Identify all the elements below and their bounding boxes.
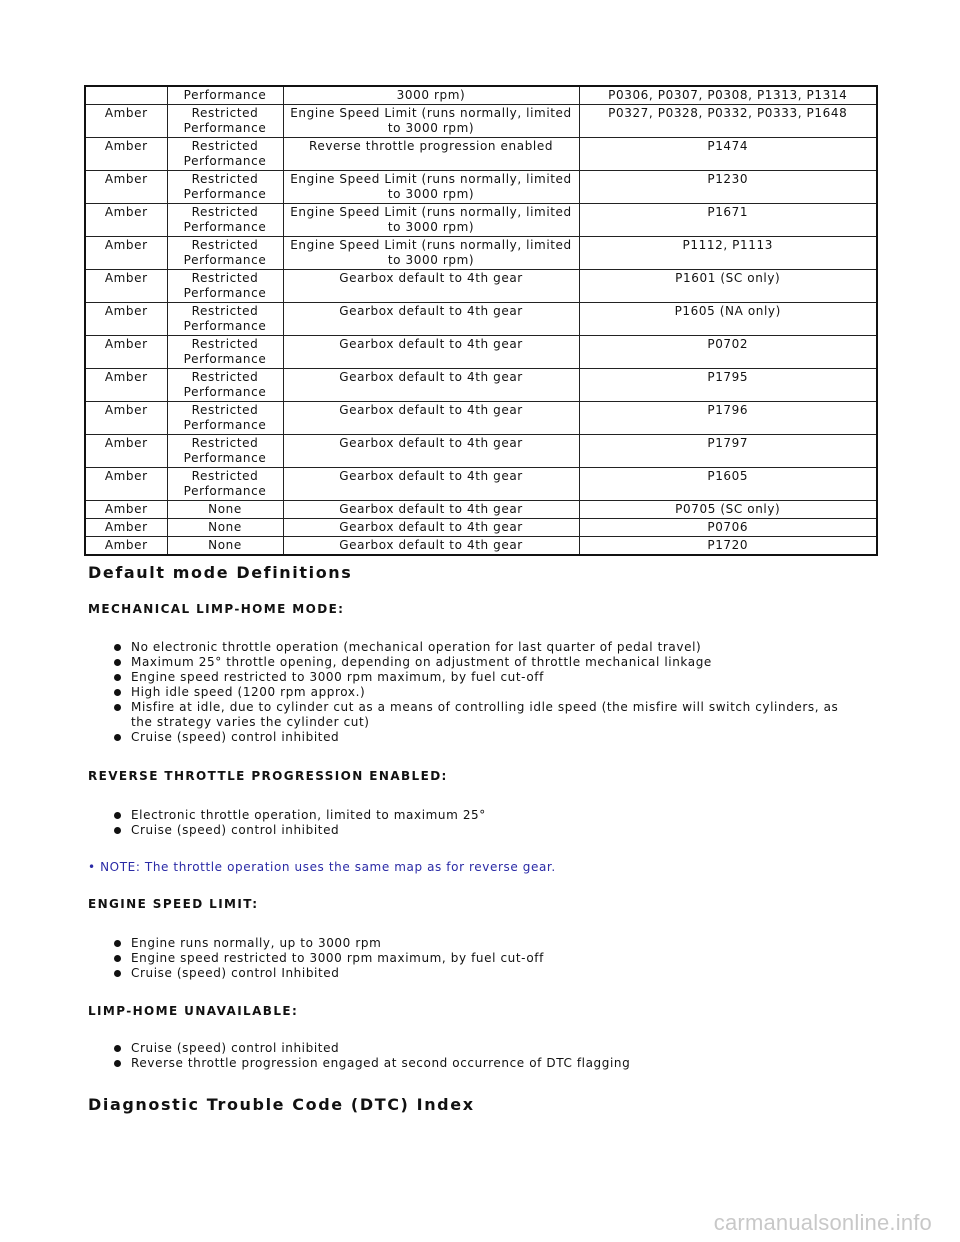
list-item xyxy=(104,670,844,685)
cell-action: Engine Speed Limit (runs normally, limited to 3000 rpm) xyxy=(283,204,579,237)
cell-action: Gearbox default to 4th gear xyxy=(283,336,579,369)
cell-mil: Amber xyxy=(85,537,167,556)
cell-mil: Amber xyxy=(85,468,167,501)
dtc-index-heading: Diagnostic Trouble Code (DTC) Index xyxy=(88,1095,475,1114)
cell-dtc: P1601 (SC only) xyxy=(579,270,877,303)
cell-action: 3000 rpm) xyxy=(283,86,579,105)
list-item xyxy=(104,1041,844,1056)
cell-action: Gearbox default to 4th gear xyxy=(283,519,579,537)
table-row xyxy=(85,402,877,435)
cell-mode: Restricted Performance xyxy=(167,204,283,237)
reverse-throttle-list xyxy=(104,808,844,838)
bullet-icon xyxy=(114,1060,121,1067)
bullet-icon xyxy=(114,734,121,741)
cell-dtc: P1605 (NA only) xyxy=(579,303,877,336)
cell-mode: Performance xyxy=(167,86,283,105)
list-item-text: Maximum 25° throttle opening, depending on adjustment of throttle mechanical linkage xyxy=(131,655,712,669)
bullet-icon xyxy=(114,827,121,834)
default-mode-heading: Default mode Definitions xyxy=(88,563,353,582)
bullet-icon xyxy=(114,644,121,651)
table-row xyxy=(85,537,877,556)
cell-mil: Amber xyxy=(85,303,167,336)
cell-mode: Restricted Performance xyxy=(167,336,283,369)
list-item-text: Engine speed restricted to 3000 rpm maximum, by fuel cut-off xyxy=(131,670,544,684)
dtc-table-body xyxy=(85,86,877,555)
cell-mil: Amber xyxy=(85,402,167,435)
cell-dtc: P1797 xyxy=(579,435,877,468)
watermark: carmanualsonline.info xyxy=(713,1210,932,1235)
dtc-table xyxy=(84,85,878,556)
cell-mode: None xyxy=(167,501,283,519)
list-item-text: Cruise (speed) control Inhibited xyxy=(131,966,340,980)
cell-action: Gearbox default to 4th gear xyxy=(283,303,579,336)
table-row xyxy=(85,270,877,303)
table-row xyxy=(85,105,877,138)
list-item-text: No electronic throttle operation (mechanical operation for last quarter of pedal travel) xyxy=(131,640,702,654)
list-item-text: High idle speed (1200 rpm approx.) xyxy=(131,685,366,699)
list-item-text: Engine runs normally, up to 3000 rpm xyxy=(131,936,382,950)
list-item xyxy=(104,966,844,981)
reverse-throttle-heading: REVERSE THROTTLE PROGRESSION ENABLED: xyxy=(88,769,448,783)
cell-mode: Restricted Performance xyxy=(167,171,283,204)
cell-mode: None xyxy=(167,519,283,537)
cell-mode: Restricted Performance xyxy=(167,303,283,336)
list-item xyxy=(104,1056,844,1071)
cell-mil: Amber xyxy=(85,501,167,519)
table-row xyxy=(85,468,877,501)
cell-dtc: P1671 xyxy=(579,204,877,237)
list-item-text: Engine speed restricted to 3000 rpm maximum, by fuel cut-off xyxy=(131,951,544,965)
bullet-icon xyxy=(114,659,121,666)
cell-dtc: P0327, P0328, P0332, P0333, P1648 xyxy=(579,105,877,138)
cell-dtc: P1474 xyxy=(579,138,877,171)
list-item-text: Cruise (speed) control inhibited xyxy=(131,1041,340,1055)
table-row xyxy=(85,237,877,270)
cell-dtc: P1605 xyxy=(579,468,877,501)
list-item-text: Cruise (speed) control inhibited xyxy=(131,730,340,744)
cell-mil: Amber xyxy=(85,237,167,270)
engine-speed-limit-list xyxy=(104,936,844,981)
cell-mode: Restricted Performance xyxy=(167,468,283,501)
bullet-icon xyxy=(114,955,121,962)
table-row xyxy=(85,501,877,519)
cell-mil xyxy=(85,86,167,105)
cell-dtc: P1795 xyxy=(579,369,877,402)
limp-home-unavailable-heading: LIMP-HOME UNAVAILABLE: xyxy=(88,1004,299,1018)
cell-action: Gearbox default to 4th gear xyxy=(283,537,579,556)
mechanical-limp-home-heading: MECHANICAL LIMP-HOME MODE: xyxy=(88,602,345,616)
cell-dtc: P1720 xyxy=(579,537,877,556)
bullet-icon xyxy=(114,970,121,977)
cell-mode: Restricted Performance xyxy=(167,138,283,171)
list-item xyxy=(104,685,844,700)
cell-mil: Amber xyxy=(85,519,167,537)
cell-mode: Restricted Performance xyxy=(167,237,283,270)
table-row xyxy=(85,171,877,204)
cell-action: Engine Speed Limit (runs normally, limited to 3000 rpm) xyxy=(283,237,579,270)
cell-mode: None xyxy=(167,537,283,556)
table-row xyxy=(85,138,877,171)
cell-action: Engine Speed Limit (runs normally, limited to 3000 rpm) xyxy=(283,105,579,138)
cell-mode: Restricted Performance xyxy=(167,435,283,468)
list-item xyxy=(104,936,844,951)
bullet-icon xyxy=(114,1045,121,1052)
table-row xyxy=(85,336,877,369)
bullet-icon xyxy=(114,674,121,681)
list-item xyxy=(104,700,844,730)
throttle-note: • NOTE: The throttle operation uses the same map as for reverse gear. xyxy=(88,860,556,874)
cell-mil: Amber xyxy=(85,270,167,303)
cell-dtc: P0702 xyxy=(579,336,877,369)
cell-mil: Amber xyxy=(85,171,167,204)
mechanical-limp-home-list xyxy=(104,640,844,745)
table-row xyxy=(85,303,877,336)
list-item xyxy=(104,655,844,670)
cell-action: Gearbox default to 4th gear xyxy=(283,468,579,501)
cell-action: Gearbox default to 4th gear xyxy=(283,402,579,435)
cell-action: Gearbox default to 4th gear xyxy=(283,270,579,303)
bullet-icon xyxy=(114,689,121,696)
cell-dtc: P1112, P1113 xyxy=(579,237,877,270)
list-item xyxy=(104,823,844,838)
cell-mil: Amber xyxy=(85,204,167,237)
list-item xyxy=(104,730,844,745)
cell-action: Engine Speed Limit (runs normally, limited to 3000 rpm) xyxy=(283,171,579,204)
bullet-icon xyxy=(114,704,121,711)
cell-mil: Amber xyxy=(85,336,167,369)
cell-dtc: P1796 xyxy=(579,402,877,435)
cell-mode: Restricted Performance xyxy=(167,369,283,402)
cell-action: Gearbox default to 4th gear xyxy=(283,369,579,402)
cell-mil: Amber xyxy=(85,138,167,171)
table-row xyxy=(85,369,877,402)
list-item-text: Electronic throttle operation, limited to maximum 25° xyxy=(131,808,486,822)
cell-dtc: P0706 xyxy=(579,519,877,537)
cell-action: Gearbox default to 4th gear xyxy=(283,501,579,519)
list-item-text: Misfire at idle, due to cylinder cut as a means of controlling idle speed (the misfire will switch cylinders, as the strategy varies the cylinder cut) xyxy=(131,700,839,729)
table-row xyxy=(85,435,877,468)
cell-action: Reverse throttle progression enabled xyxy=(283,138,579,171)
limp-home-unavailable-list xyxy=(104,1041,844,1071)
bullet-icon xyxy=(114,812,121,819)
bullet-icon xyxy=(114,940,121,947)
engine-speed-limit-heading: ENGINE SPEED LIMIT: xyxy=(88,897,259,911)
cell-action: Gearbox default to 4th gear xyxy=(283,435,579,468)
table-row xyxy=(85,519,877,537)
list-item-text: Reverse throttle progression engaged at second occurrence of DTC flagging xyxy=(131,1056,631,1070)
cell-mode: Restricted Performance xyxy=(167,105,283,138)
cell-mil: Amber xyxy=(85,105,167,138)
cell-dtc: P0705 (SC only) xyxy=(579,501,877,519)
list-item xyxy=(104,808,844,823)
table-row xyxy=(85,204,877,237)
cell-dtc: P1230 xyxy=(579,171,877,204)
cell-mode: Restricted Performance xyxy=(167,270,283,303)
list-item-text: Cruise (speed) control inhibited xyxy=(131,823,340,837)
cell-mil: Amber xyxy=(85,435,167,468)
list-item xyxy=(104,951,844,966)
list-item xyxy=(104,640,844,655)
cell-dtc: P0306, P0307, P0308, P1313, P1314 xyxy=(579,86,877,105)
cell-mode: Restricted Performance xyxy=(167,402,283,435)
table-row xyxy=(85,86,877,105)
cell-mil: Amber xyxy=(85,369,167,402)
